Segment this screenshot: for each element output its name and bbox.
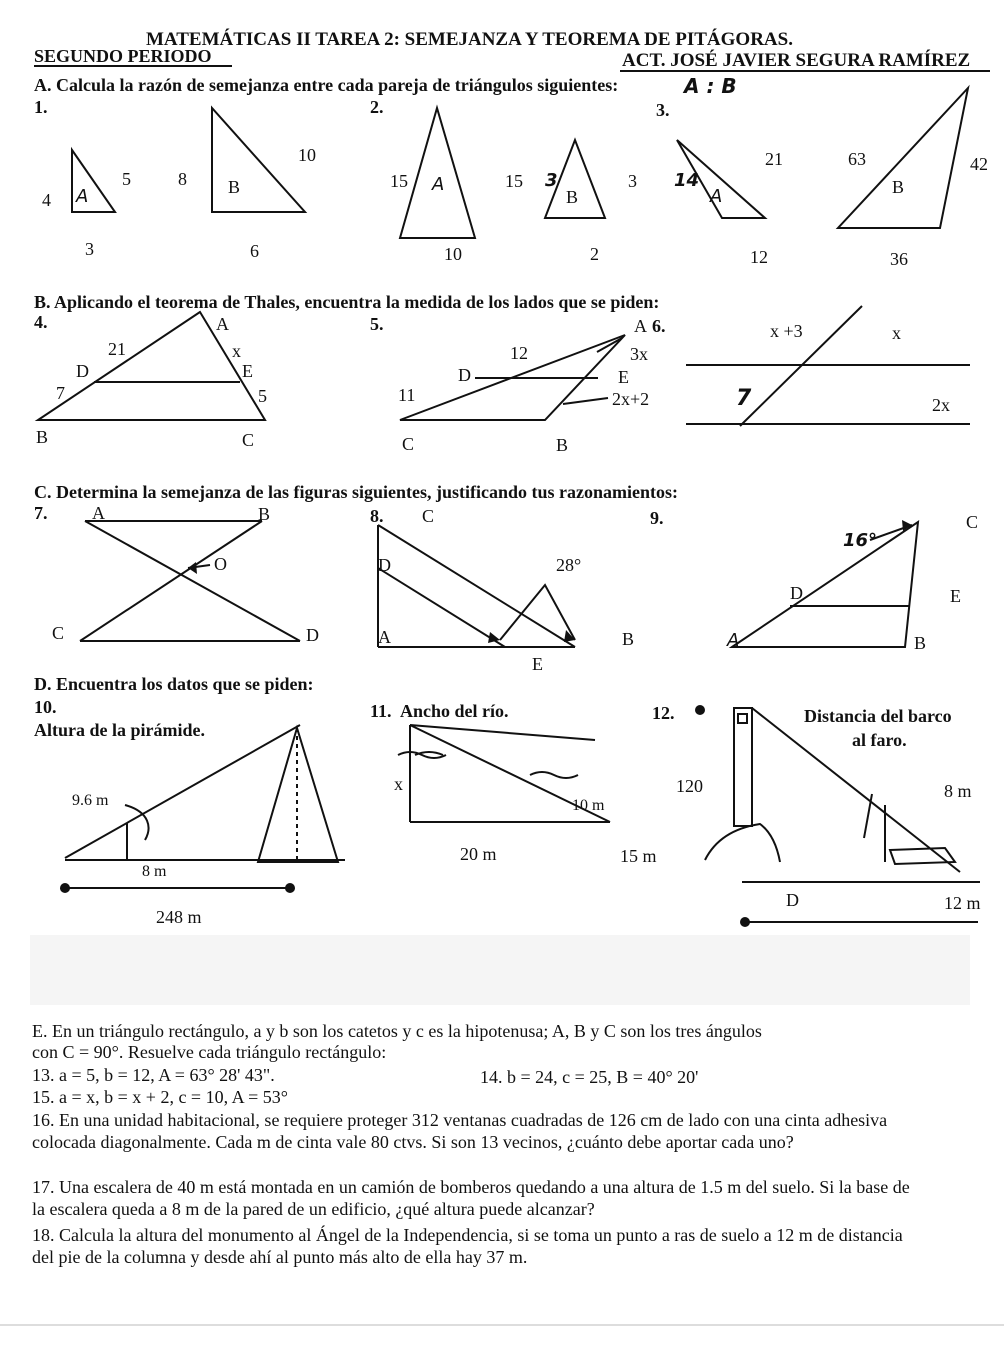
problem-15: 15. a = x, b = x + 2, c = 10, A = 53°: [32, 1087, 288, 1107]
section-a-heading: A. Calcula la razón de semejanza entre cada pareja de triángulos siguientes:: [34, 75, 619, 95]
p4-label-c: C: [242, 430, 255, 450]
p11-side-15: 15 m: [620, 846, 657, 866]
p6-side-2x: 2x: [932, 395, 950, 415]
p5-side-12: 12: [510, 343, 528, 363]
p4-label-a: A: [216, 314, 229, 334]
p7-label-a: A: [92, 503, 105, 523]
faded-bleedthrough-area: [30, 935, 970, 1005]
p5-label-c: C: [402, 434, 415, 454]
section-e-intro-line2: con C = 90°. Resuelve cada triángulo rectángulo:: [32, 1042, 387, 1062]
p5-label-b: B: [556, 435, 569, 455]
p2-b-side2: 3: [545, 170, 558, 191]
p7-label-c: C: [52, 623, 65, 643]
problem-12-title-line1: Distancia del barco: [804, 706, 952, 726]
p12-label-d: D: [786, 890, 799, 910]
p12-height-120: 120: [676, 776, 703, 796]
fig8-inner: [378, 568, 505, 647]
p4-label-e: E: [242, 361, 253, 381]
p2-b-base: 2: [590, 244, 599, 264]
section-e-intro-line1: E. En un triángulo rectángulo, a y b son los catetos y c es la hipotenusa; A, B y C son los tres ángulos: [32, 1021, 762, 1041]
p3-b-base: 36: [890, 249, 908, 269]
p7-label-b: B: [258, 504, 271, 524]
problem-11-title: Ancho del río.: [400, 701, 509, 721]
bowtie-diag2: [80, 521, 262, 641]
section-b-heading: B. Aplicando el teorema de Thales, encuentra la medida de los lados que se piden:: [34, 292, 660, 312]
p5-label-e: E: [618, 367, 629, 387]
p3-a-label: A: [710, 186, 723, 207]
p8-label-d: D: [378, 555, 391, 575]
p1-a-side: 5: [122, 169, 131, 189]
p2-b-side: 15: [505, 171, 523, 191]
p5-side-11: 11: [398, 385, 416, 405]
p4-side-x: x: [232, 341, 241, 361]
problem-10-number: 10.: [34, 697, 57, 717]
p9-angle: 16°: [843, 530, 878, 551]
p9-label-c: C: [966, 512, 979, 532]
p9-label-a: A: [727, 630, 740, 651]
p3-b-right: 42: [970, 154, 988, 174]
p5-side-2x2: 2x+2: [612, 389, 650, 409]
p4-label-d: D: [76, 361, 89, 381]
fig9-triangle: [732, 522, 918, 647]
p8-label-c: C: [422, 506, 435, 526]
p10-total-distance: 248 m: [156, 907, 202, 927]
p5-label-d: D: [458, 365, 471, 385]
p12-dot-bottom: [740, 917, 750, 927]
problem-16: 16. En una unidad habitacional, se requiere proteger 312 ventanas cuadradas de 126 cm de lado con una cinta adhesiva colocada diagonalmente. Cada m de cinta vale 80 ctvs. Si son 13 vecinos, ¿cuánto debe aportar cada uno?: [32, 1110, 888, 1152]
p1-a-height: 4: [42, 190, 51, 210]
p11-side-20: 20 m: [460, 844, 497, 864]
p4-side-7: 7: [56, 383, 65, 403]
problem-18: 18. Calcula la altura del monumento al Ángel de la Independencia, si se toma un punto a ras de suelo a 12 m de distancia del pie de la columna y desde ahí al punto más alto de ella hay 37 m.: [32, 1225, 903, 1267]
p10-dot-left: [60, 883, 70, 893]
fig8-arrow-tri: [500, 585, 575, 640]
p12-side-8: 8 m: [944, 781, 972, 801]
p3-a-left: 14: [674, 170, 700, 191]
p7-label-o: O: [214, 554, 227, 574]
p8-label-a: A: [378, 627, 391, 647]
problem-6-number: 6.: [652, 316, 666, 336]
p10-shadow-length: 9.6 m: [72, 792, 109, 809]
fig8-arrowhead1: [488, 632, 500, 643]
p2-b-label: B: [566, 187, 579, 207]
p8-label-b: B: [622, 629, 635, 649]
p2-a-base: 10: [444, 244, 462, 264]
p6-side-7: 7: [736, 386, 752, 411]
problem-10-title: Altura de la pirámide.: [34, 720, 205, 740]
p9-label-d: D: [790, 583, 803, 603]
problem-14: 14. b = 24, c = 25, B = 40° 20': [480, 1067, 699, 1087]
p8-angle: 28°: [556, 555, 582, 575]
problem-1-number: 1.: [34, 97, 48, 117]
p11-side-10: 10 m: [572, 797, 605, 814]
bowtie-arrowhead: [188, 562, 197, 574]
problem-2-number: 2.: [370, 97, 384, 117]
problem-17: 17. Una escalera de 40 m está montada en un camión de bomberos quedando a una altura de 1.5 m del suelo. Si la base de la escalera queda a 8 m de la pared de un edificio, ¿qué altura puede alcanzar?: [32, 1177, 910, 1219]
p10-dot-right: [285, 883, 295, 893]
p5-side-3x: 3x: [630, 344, 648, 364]
p6-side-x3: x +3: [770, 321, 803, 341]
p2-a-side: 15: [390, 171, 408, 191]
problem-11-number: 11.: [370, 701, 392, 721]
section-c-heading: C. Determina la semejanza de las figuras siguientes, justificando tus razonamientos:: [34, 482, 678, 502]
p11-side-x: x: [394, 774, 403, 794]
ship: [890, 848, 955, 864]
period-label: SEGUNDO PERIODO: [34, 46, 212, 66]
problem-7-number: 7.: [34, 503, 48, 523]
section-d-heading: D. Encuentra los datos que se piden:: [34, 674, 314, 694]
p1-b-side: 10: [298, 145, 316, 165]
problem-12-number: 12.: [652, 703, 675, 723]
p1-b-base: 6: [250, 241, 259, 261]
p8-label-e: E: [532, 654, 543, 674]
problem-12-title-line2: al faro.: [852, 730, 907, 750]
problem-8-number: 8.: [370, 506, 384, 526]
lighthouse-window: [738, 714, 747, 723]
problem-3-number: 3.: [656, 100, 670, 120]
p9-label-b: B: [914, 633, 927, 653]
thales-5-arrow2: [563, 398, 608, 404]
p11-wave2: [530, 772, 578, 778]
p3-a-base: 12: [750, 247, 768, 267]
triangle-1b: [212, 108, 305, 212]
p4-label-b: B: [36, 427, 49, 447]
bowtie-diag1: [85, 521, 300, 641]
p2-b-side3: 3: [628, 171, 637, 191]
p1-b-height: 8: [178, 169, 187, 189]
p4-side-5: 5: [258, 386, 267, 406]
p5-label-a: A: [634, 316, 647, 336]
handwritten-ratio: A : B: [684, 74, 737, 98]
p6-side-x: x: [892, 323, 901, 343]
problem-5-number: 5.: [370, 314, 384, 334]
p4-side-21: 21: [108, 339, 126, 359]
lighthouse: [734, 708, 752, 826]
cliff: [705, 824, 780, 862]
p7-label-d: D: [306, 625, 319, 645]
author-label: ACT. JOSÉ JAVIER SEGURA RAMÍREZ: [622, 50, 971, 71]
p12-side-12: 12 m: [944, 893, 981, 913]
p10-stick-distance: 8 m: [142, 863, 167, 880]
thales-4-triangle: [38, 312, 265, 420]
problem-9-number: 9.: [650, 508, 664, 528]
problem-13: 13. a = 5, b = 12, A = 63° 28' 43".: [32, 1065, 275, 1085]
triangle-2a: [400, 108, 475, 238]
p3-b-left: 63: [848, 149, 866, 169]
page-title: MATEMÁTICAS II TAREA 2: SEMEJANZA Y TEOREMA DE PITÁGORAS.: [146, 29, 793, 50]
p9-label-e: E: [950, 586, 961, 606]
p1-a-label: A: [76, 186, 89, 207]
p2-a-label: A: [432, 174, 445, 195]
p1-b-label: B: [228, 177, 241, 197]
p1-a-base: 3: [85, 239, 94, 259]
p12-dot-top: [695, 705, 705, 715]
p3-a-right: 21: [765, 149, 783, 169]
problem-4-number: 4.: [34, 312, 48, 332]
p3-b-label: B: [892, 177, 905, 197]
